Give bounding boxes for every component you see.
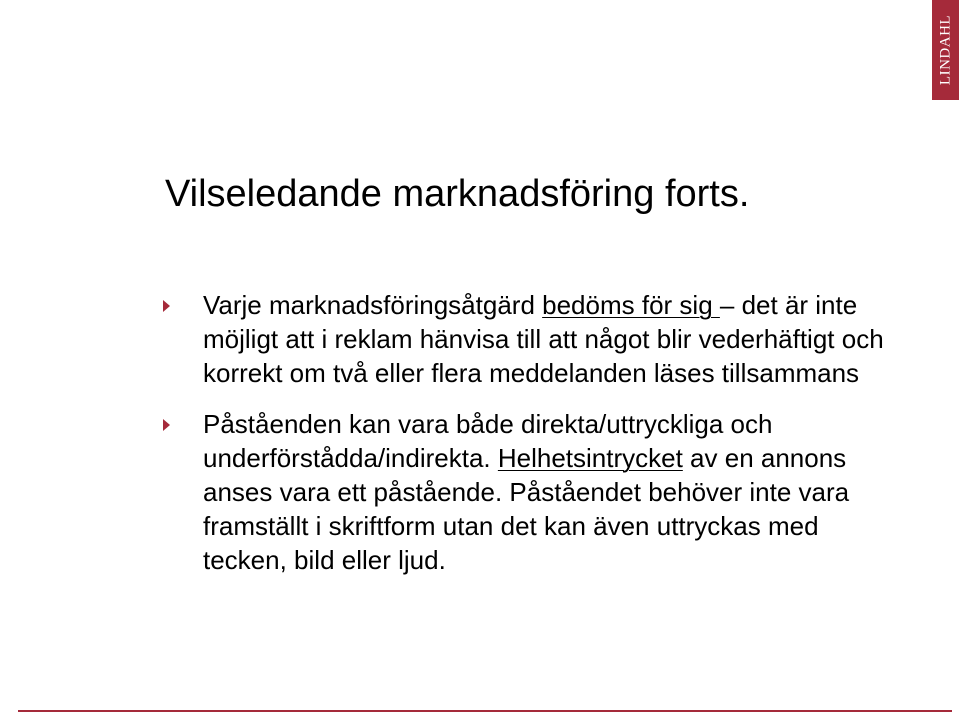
bullet-item xyxy=(203,407,893,577)
triangle-bullet-icon xyxy=(163,419,170,431)
lindahl-logo xyxy=(932,0,959,100)
bullet-text: av en annons anses vara ett påstående. Påståendet behöver inte vara framställt i skriftform utan det kan även uttryckas med tecken, bild eller ljud. xyxy=(203,443,850,575)
bullet-list xyxy=(203,288,893,577)
bullet-text: Påståenden kan vara både direkta/uttryckliga och underförstådda/indirekta. xyxy=(203,409,773,473)
underlined-phrase: bedöms för sig xyxy=(542,290,720,320)
bullet-text: Varje marknadsföringsåtgärd xyxy=(203,290,543,320)
bullet-item xyxy=(203,288,893,390)
underlined-phrase: Helhetsintrycket xyxy=(497,443,683,473)
logo-text: LINDAHL xyxy=(937,14,953,86)
slide-title: Vilseledande marknadsföring forts. xyxy=(165,173,750,215)
footer-divider xyxy=(18,710,952,712)
triangle-bullet-icon xyxy=(163,300,170,312)
bullet-text: – det är inte möjligt att i reklam hänvisa till att något blir vederhäftigt och korrekt om två eller flera meddelanden läses tillsammans xyxy=(203,290,884,388)
